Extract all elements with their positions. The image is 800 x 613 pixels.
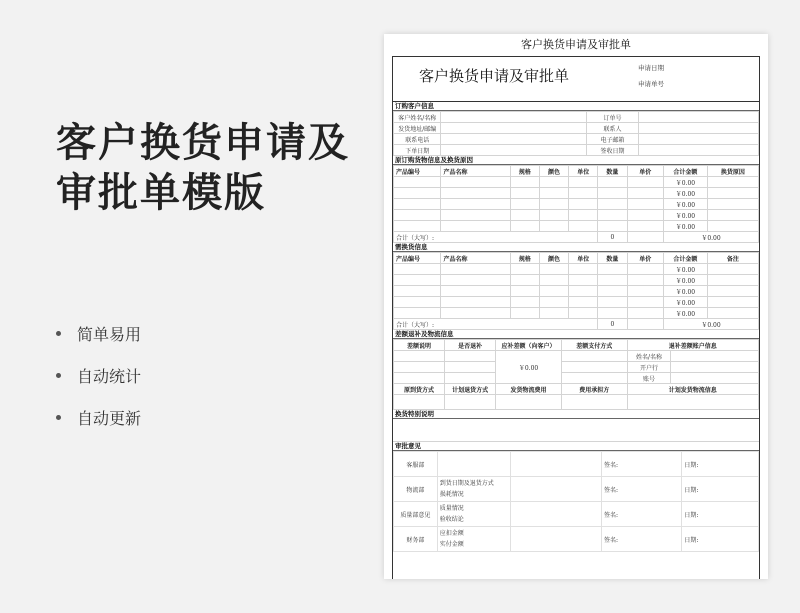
approval-item: 到货日期及退货方式: [439, 480, 494, 487]
promo-panel: [0, 0, 380, 613]
column-header: 发货物流费用: [496, 384, 562, 395]
table-row: [394, 112, 759, 123]
section-special-notes-title: 换货特别说明: [393, 410, 759, 419]
approval-item: 实付金额: [439, 541, 464, 548]
amount-cell: ￥0.00: [664, 275, 708, 286]
total-quantity: 0: [598, 319, 627, 330]
table-header-row: [394, 384, 759, 395]
approval-item: 质量情况: [439, 505, 464, 512]
date-field[interactable]: 日期:: [682, 477, 759, 502]
promo-title: [56, 118, 350, 218]
field-value[interactable]: [638, 112, 758, 123]
total-row: [394, 319, 759, 330]
table-row: [394, 123, 759, 134]
column-header: 应补差额（向客户）: [496, 340, 562, 351]
signature-field[interactable]: 签名:: [602, 502, 682, 527]
approval-item: 应扣金额: [439, 530, 464, 537]
column-header: 合计金额: [664, 253, 708, 264]
total-label: 合计（大写）:: [394, 232, 598, 243]
form-titlebar: [393, 57, 759, 102]
apply-number-label: 申请单号: [638, 80, 664, 88]
department-label: 物流部: [394, 477, 438, 502]
table-header-row: [394, 340, 759, 351]
field-label: 电子邮箱: [587, 134, 638, 145]
field-value[interactable]: [441, 123, 587, 134]
amount-cell: ￥0.00: [664, 286, 708, 297]
column-header: 规格: [510, 166, 539, 177]
column-header: 单价: [627, 166, 664, 177]
approval-item: 损耗情况: [439, 491, 464, 498]
amount-cell: ￥0.00: [664, 297, 708, 308]
column-header: 产品编号: [394, 166, 441, 177]
feature-label: 自动统计: [77, 366, 142, 386]
table-row: [394, 373, 759, 384]
field-value[interactable]: [441, 134, 587, 145]
column-header: 单位: [569, 166, 598, 177]
total-amount: ￥0.00: [664, 232, 759, 243]
signature-field[interactable]: 签名:: [602, 477, 682, 502]
field-label: 联系电话: [394, 134, 441, 145]
approval-row: [394, 527, 759, 552]
document-header: 客户换货申请及审批单: [521, 38, 631, 51]
difference-table: [393, 339, 759, 410]
feature-label: 简单易用: [77, 324, 142, 344]
section-approval-title: 审批意见: [393, 442, 759, 451]
account-label: 开户行: [627, 362, 671, 373]
table-row: [394, 199, 759, 210]
column-header: 原到货方式: [394, 384, 445, 395]
replacement-goods-table: [393, 252, 759, 330]
account-label: 姓名/名称: [627, 351, 671, 362]
customer-info-table: [393, 111, 759, 156]
field-label: 下单日期: [394, 145, 441, 156]
amount-cell: ￥0.00: [664, 188, 708, 199]
column-header: 是否退补: [445, 340, 496, 351]
column-header: 计划退货方式: [445, 384, 496, 395]
amount-cell: ￥0.00: [664, 221, 708, 232]
table-header-row: [394, 166, 759, 177]
date-field[interactable]: 日期:: [682, 502, 759, 527]
approval-item: 验收结论: [439, 516, 464, 523]
column-header: 数量: [598, 253, 627, 264]
account-label: 账号: [627, 373, 671, 384]
column-header: 颜色: [539, 166, 568, 177]
account-value[interactable]: [671, 373, 759, 384]
table-row: [394, 134, 759, 145]
total-row: [394, 232, 759, 243]
field-label: 联系人: [587, 123, 638, 134]
column-header: 数量: [598, 166, 627, 177]
feature-item: [56, 396, 141, 438]
table-row: [394, 210, 759, 221]
field-value[interactable]: [638, 123, 758, 134]
form-frame: [392, 56, 760, 579]
approval-table: [393, 451, 759, 552]
column-header: 备注: [707, 253, 758, 264]
table-row: [394, 177, 759, 188]
feature-label: 自动更新: [77, 408, 142, 428]
table-row: [394, 297, 759, 308]
approval-row: [394, 477, 759, 502]
approval-row: [394, 502, 759, 527]
table-header-row: [394, 253, 759, 264]
amount-cell: ￥0.00: [664, 210, 708, 221]
table-row: [394, 308, 759, 319]
field-value[interactable]: [441, 112, 587, 123]
section-replacement-goods-title: 需换货信息: [393, 243, 759, 252]
table-row: [394, 286, 759, 297]
amount-cell: ￥0.00: [664, 177, 708, 188]
amount-cell: ￥0.00: [664, 308, 708, 319]
table-row: [394, 221, 759, 232]
table-row: [394, 395, 759, 410]
column-header: 换货原因: [707, 166, 758, 177]
section-difference-title: 差额退补及物流信息: [393, 330, 759, 339]
table-row: [394, 275, 759, 286]
form-title: 客户换货申请及审批单: [419, 67, 570, 85]
original-goods-table: [393, 165, 759, 243]
signature-field[interactable]: 签名:: [602, 527, 682, 552]
department-label: 质量部意见: [394, 502, 438, 527]
column-header: 合计金额: [664, 166, 708, 177]
table-row: [394, 264, 759, 275]
promo-title-line2: 审批单模版: [56, 170, 266, 216]
section-original-goods-title: 原订购货物信息及换货原因: [393, 156, 759, 165]
column-header: 规格: [510, 253, 539, 264]
amount-cell: ￥0.00: [664, 199, 708, 210]
field-label: 发货地址/邮编: [394, 123, 441, 134]
department-label: 客服部: [394, 452, 438, 477]
column-header: 费用承担方: [561, 384, 627, 395]
column-header: 差额支付方式: [561, 340, 627, 351]
table-row: [394, 145, 759, 156]
account-value[interactable]: [671, 362, 759, 373]
date-field[interactable]: 日期:: [682, 527, 759, 552]
date-field[interactable]: 日期:: [682, 452, 759, 477]
signature-field[interactable]: 签名:: [602, 452, 682, 477]
column-header: 退补差额账户信息: [627, 340, 758, 351]
department-label: 财务部: [394, 527, 438, 552]
table-row: [394, 362, 759, 373]
field-value[interactable]: [441, 145, 587, 156]
column-header: 单价: [627, 253, 664, 264]
field-label: 签收日期: [587, 145, 638, 156]
special-notes-field[interactable]: [393, 419, 759, 442]
table-row: [394, 351, 759, 362]
column-header: 差额说明: [394, 340, 445, 351]
feature-list: [56, 312, 141, 438]
column-header: 产品编号: [394, 253, 441, 264]
total-quantity: 0: [598, 232, 627, 243]
table-row: [394, 188, 759, 199]
amount-cell: ￥0.00: [664, 264, 708, 275]
bullet-icon: [56, 331, 61, 336]
bullet-icon: [56, 415, 61, 420]
field-label: 订单号: [587, 112, 638, 123]
column-header: 单位: [569, 253, 598, 264]
promo-title-line1: 客户换货申请及: [56, 120, 350, 166]
field-value[interactable]: [638, 145, 758, 156]
feature-item: [56, 354, 141, 396]
approval-row: [394, 452, 759, 477]
apply-date-label: 申请日期: [638, 64, 664, 72]
column-header: 计划发货物流信息: [627, 384, 758, 395]
column-header: 产品名称: [441, 253, 510, 264]
total-label: 合计（大写）:: [394, 319, 598, 330]
column-header: 产品名称: [441, 166, 510, 177]
section-customer-title: 订购客户信息: [393, 102, 759, 111]
document-preview: [384, 34, 768, 579]
field-label: 客户姓名/名称: [394, 112, 441, 123]
feature-item: [56, 312, 141, 354]
field-value[interactable]: [638, 134, 758, 145]
difference-amount: ￥0.00: [496, 351, 562, 384]
total-amount: ￥0.00: [664, 319, 759, 330]
column-header: 颜色: [539, 253, 568, 264]
bullet-icon: [56, 373, 61, 378]
account-value[interactable]: [671, 351, 759, 362]
